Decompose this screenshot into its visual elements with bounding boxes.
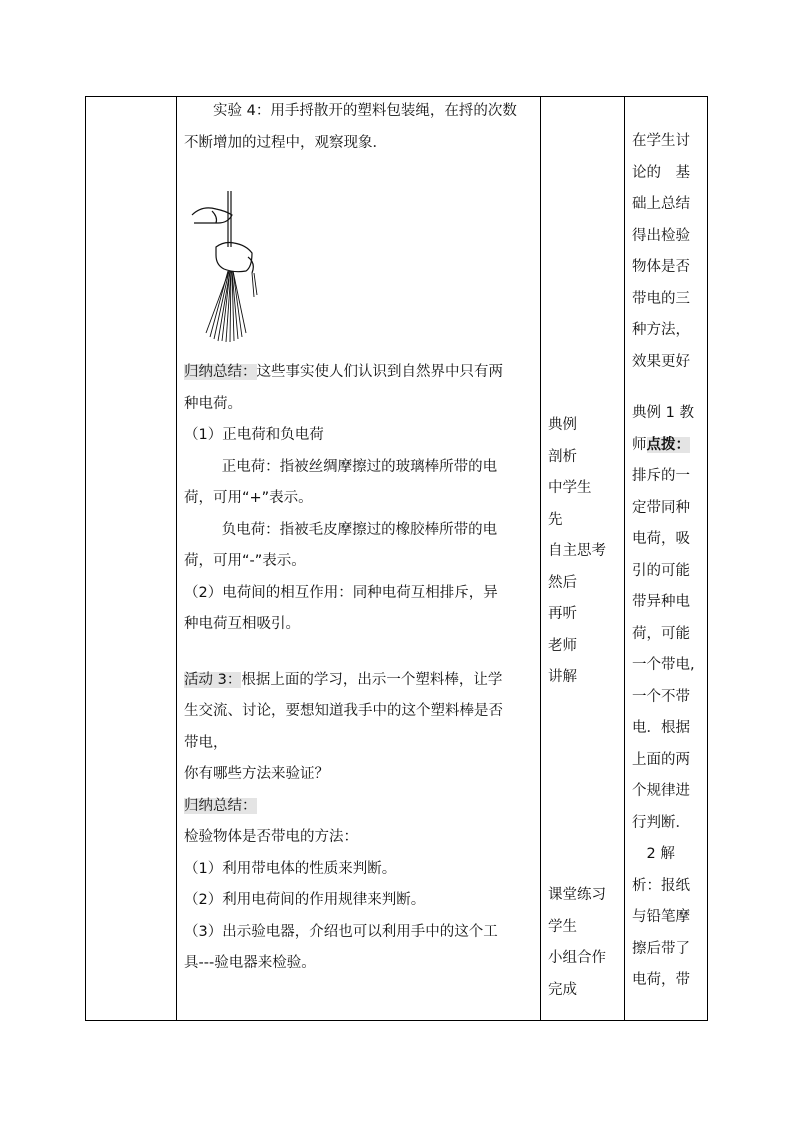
list-item: 种电荷互相吸引。 — [184, 616, 300, 632]
example-note: 师点拨： — [632, 436, 690, 453]
summary-line — [184, 791, 536, 823]
summary-label: 归纳总结： — [184, 364, 257, 380]
experiment4-line: 实验 4：用手捋散开的塑料包装绳，在捋的次数 — [213, 103, 517, 119]
list-item: 具---验电器来检验。 — [184, 955, 316, 971]
list-item: （1）利用带电体的性质来判断。 — [184, 860, 397, 877]
column-divider-1 — [176, 96, 177, 1021]
summary-line: 种电荷。 — [184, 395, 242, 412]
list-item: （2）电荷间的相互作用：同种电荷互相排斥，异 — [184, 584, 498, 601]
summary-label: 归纳总结： — [184, 797, 257, 814]
negative-charge-definition: 负电荷：指被毛皮摩擦过的橡胶棒所带的电 — [221, 521, 498, 538]
method-column-a: 典例 剖析 中学生 先 自主思考 然后 再听 老师 讲解 — [548, 417, 606, 685]
column-divider-2 — [540, 96, 541, 1021]
list-item: （2）利用电荷间的作用规律来判断。 — [184, 892, 426, 908]
list-item: （3）出示验电器，介绍也可以利用手中的这个工 — [184, 923, 498, 940]
teaching-content — [184, 96, 536, 980]
activity-line: 生交流、讨论，要想知道我手中的这个塑料棒是否 — [184, 703, 503, 719]
activity-line: 带电， — [184, 734, 228, 751]
guidance-label: 点拨： — [646, 436, 690, 453]
column-divider-3 — [624, 96, 625, 1021]
negative-charge-definition: 荷，可用“-”表示。 — [184, 553, 306, 569]
positive-charge-definition: 荷，可用“+”表示。 — [184, 490, 313, 506]
method-column-b: 课堂练习 学生 小组合作 完成 — [548, 887, 606, 998]
method-title: 检验物体是否带电的方法： — [184, 829, 358, 845]
rope-twisting-figure — [188, 187, 268, 347]
summary-line: 归纳总结：这些事实使人们认识到自然界中只有两 — [184, 364, 503, 380]
positive-charge-definition: 正电荷：指被丝绸摩擦过的玻璃棒所带的电 — [221, 458, 498, 475]
activity-label: 活动 3： — [184, 671, 242, 688]
example-note: 典例 1 教 — [632, 405, 694, 421]
notes-column: 在学生讨 论的 基 础上总结 得出检验 物体是否 带电的三 种方法， 效果更好 典例 1 教 师点拨： 排斥的一 定带同种 电荷，吸 引的可能 带异种电 荷，可能 一个带电, 一个不带 电．根据 上面的两 个规律进 行判断． 2 解 析：报纸 与铅笔摩 擦后带了 电荷，带 — [632, 126, 702, 997]
activity-line: 活动 3：根据上面的学习，出示一个塑料棒，让学 — [184, 671, 503, 688]
experiment4-line: 不断增加的过程中，观察现象． — [184, 134, 387, 151]
activity-line: 你有哪些方法来验证？ — [184, 766, 329, 782]
list-item: （1）正电荷和负电荷 — [184, 427, 324, 443]
